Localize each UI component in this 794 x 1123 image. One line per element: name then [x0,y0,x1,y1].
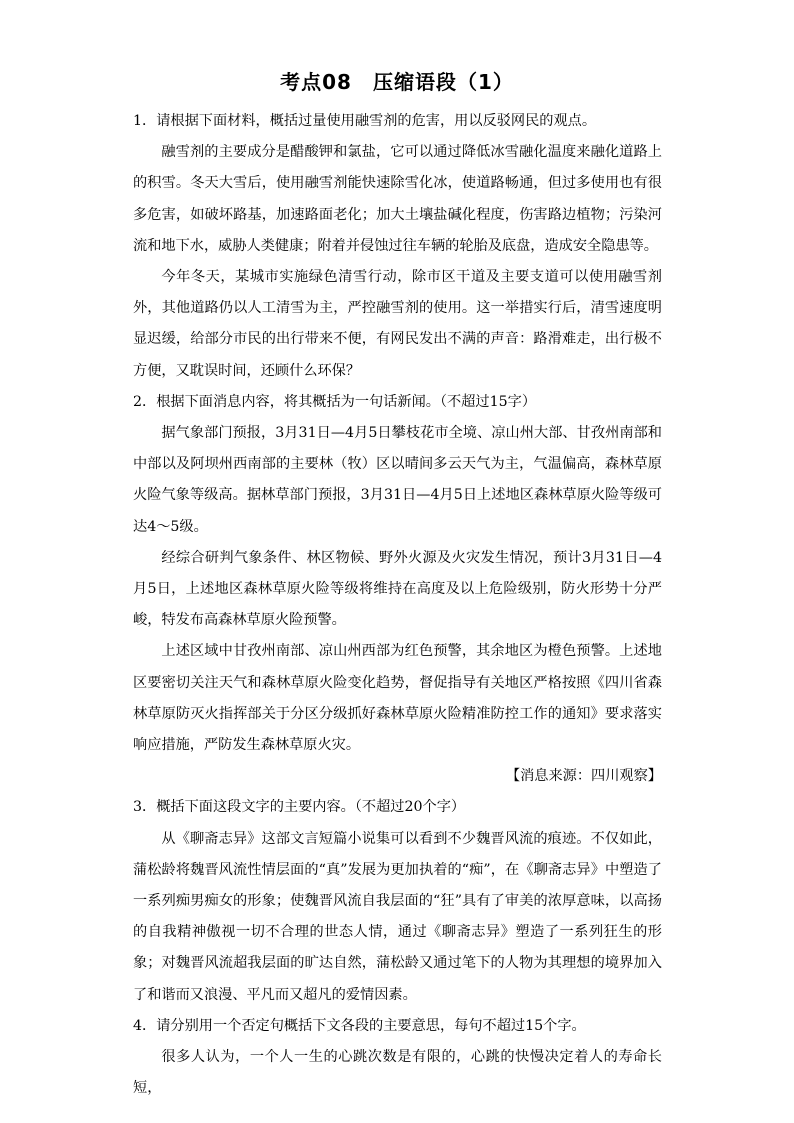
question-2-paragraph-1: 据气象部门预报，3月31日—4月5日攀枝花市全境、凉山州大部、甘孜州南部和中部以及阿坝州西南部的主要林（牧）区以晴间多云天气为主，气温偏高，森林草原火险气象等级高。据林草部门预报，3月31日—4月5日上述地区森林草原火险等级可达4～5级。 [133,425,662,535]
page-title: 考点08 压缩语段（1） [280,70,514,94]
question-2-paragraph-3: 上述区域中甘孜州南部、凉山州西部为红色预警，其余地区为橙色预警。上述地区要密切关注天气和森林草原火险变化趋势，督促指导有关地区严格按照《四川省森林草原防灭火指挥部关于分区分级抓好森林草原火险精准防控工作的通知》要求落实响应措施，严防发生森林草原火灾。 [133,643,662,754]
news-source: 【消息来源：四川观察】 [505,768,662,785]
question-1-paragraph-1: 融雪剂的主要成分是醋酸钾和氯盐，它可以通过降低冰雪融化温度来融化道路上的积雪。冬天大雪后，使用融雪剂能快速除雪化冰，使道路畅通，但过多使用也有很多危害，如破坏路基，加速路面老化；加大土壤盐碱化程度，伤害路边植物；污染河流和地下水，威胁人类健康；附着并侵蚀过往车辆的轮胎及底盘，造成安全隐患等。 [133,144,662,254]
question-4-paragraph-1: 很多人认为，一个人一生的心跳次数是有限的，心跳的快慢决定着人的寿命长短， [133,1049,662,1097]
question-4-prompt: 4．请分别用一个否定句概括下文各段的主要意思，每句不超过15个字。 [133,1017,586,1034]
question-3-paragraph-1: 从《聊斋志异》这部文言短篇小说集可以看到不少魏晋风流的痕迹。不仅如此，蒲松龄将魏晋风流性情层面的“真”发展为更加执着的“痴”，在《聊斋志异》中塑造了一系列痴男痴女的形象；使魏晋风流自我层面的“狂”具有了审美的浓厚意味，以高扬的自我精神傲视一切不合理的世态人情，通过《聊斋志异》塑造了一系列狂生的形象；对魏晋风流超我层面的旷达自然，蒲松龄又通过笔下的人物为其理想的境界加入了和谐而又浪漫、平凡而又超凡的爱情因素。 [133,830,662,1003]
question-1-paragraph-2: 今年冬天，某城市实施绿色清雪行动，除市区干道及主要支道可以使用融雪剂外，其他道路仍以人工清雪为主，严控融雪剂的使用。这一举措实行后，清雪速度明显迟缓，给部分市民的出行带来不便，有网民发出不满的声音：路滑难走，出行极不方便，又耽误时间，还顾什么环保？ [133,269,662,379]
question-1-prompt: 1．请根据下面材料，概括过量使用融雪剂的危害，用以反驳网民的观点。 [133,113,597,129]
question-2-paragraph-2: 经综合研判气象条件、林区物候、野外火源及火灾发生情况，预计3月31日—4月5日，上述地区森林草原火险等级将维持在高度及以上危险级别，防火形势十分严峻，特发布高森林草原火险预警。 [133,549,662,629]
document-body [133,106,662,1105]
question-2-prompt: 2．根据下面消息内容，将其概括为一句话新闻。（不超过15字） [133,393,537,410]
question-3-prompt: 3．概括下面这段文字的主要内容。（不超过20个字） [133,799,466,816]
